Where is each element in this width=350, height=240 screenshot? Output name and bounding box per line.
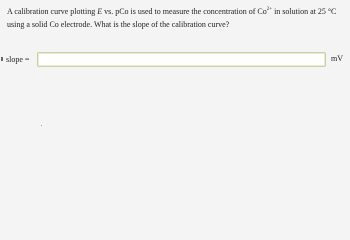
row-marker [1,57,3,61]
answer-row [0,52,350,68]
question-text [7,5,343,31]
charge-superscript: 2+ [266,7,273,12]
slope-label: slope = [6,55,30,64]
unit-label: mV [331,54,343,63]
slope-input[interactable] [37,52,326,67]
question-part1: A calibration curve plotting [7,7,98,16]
question-part2: vs. pCo is used to measure the concentration of Co [102,7,267,16]
stray-dot [41,125,42,126]
question-part3: in solution at 25 °C using a solid Co electrode. What is the slope of the calibration curve? [7,7,337,29]
variable-e: E [97,7,103,16]
